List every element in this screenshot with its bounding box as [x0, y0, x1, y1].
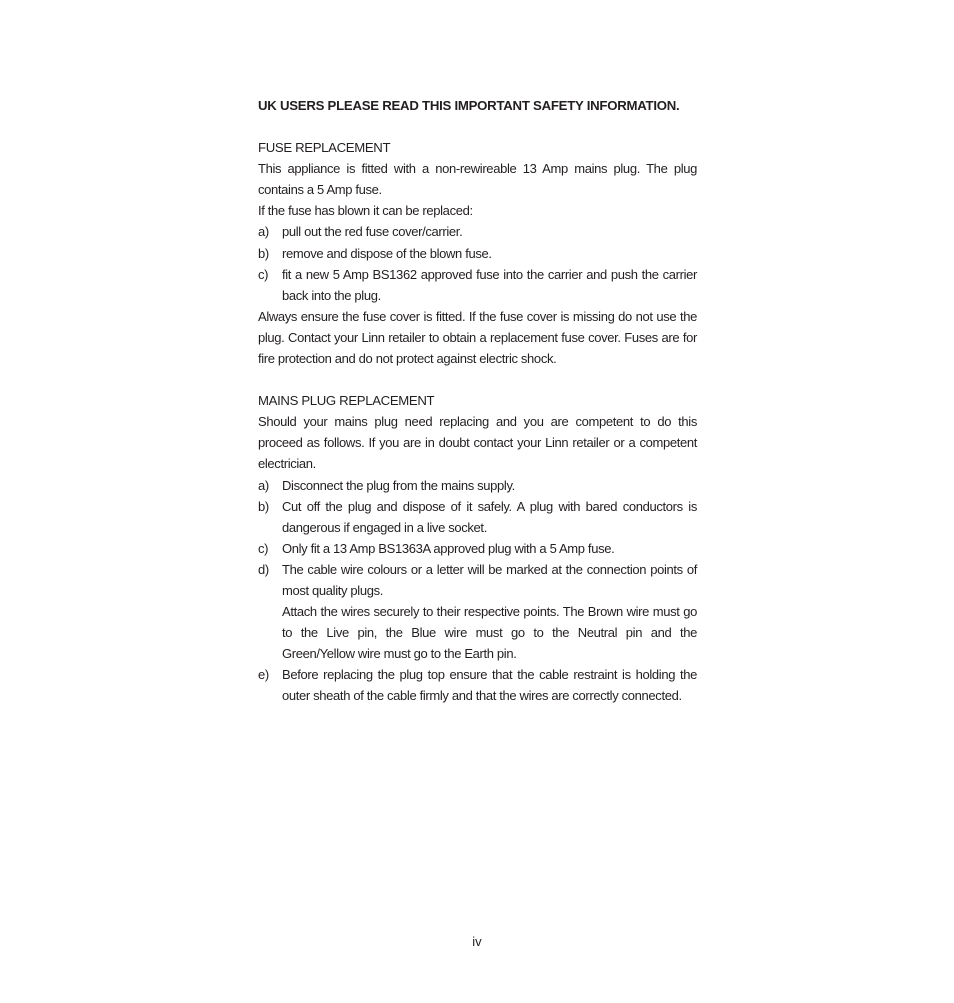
list-marker: c)	[258, 266, 269, 282]
fuse-step-a	[258, 221, 697, 242]
list-item-text: remove and dispose of the blown fuse.	[282, 245, 492, 261]
fuse-step-c	[258, 264, 697, 306]
list-item-text: The cable wire colours or a letter will be marked at the connection points of most quality plugs.	[282, 561, 697, 598]
mains-plug-replacement-heading: MAINS PLUG REPLACEMENT	[258, 393, 435, 409]
page-number: iv	[472, 934, 482, 949]
list-item-text: pull out the red fuse cover/carrier.	[282, 224, 463, 240]
list-item-text: Before replacing the plug top ensure that the cable restraint is holding the outer sheath of the cable firmly and that the wires are correctly connected.	[282, 667, 697, 704]
list-item-text: fit a new 5 Amp BS1362 approved fuse into the carrier and push the carrier back into the plug.	[282, 266, 697, 303]
mains-step-b	[258, 496, 697, 538]
list-marker: b)	[258, 498, 269, 514]
list-marker: d)	[258, 561, 269, 577]
mains-intro-paragraph: Should your mains plug need replacing and you are competent to do this proceed as follows. If you are in doubt contact your Linn retailer or a competent electrician.	[258, 414, 697, 472]
list-marker: c)	[258, 540, 269, 556]
list-item-body	[282, 559, 697, 664]
mains-step-c	[258, 538, 697, 559]
mains-step-a	[258, 475, 697, 496]
list-marker: a)	[258, 477, 269, 493]
fuse-replacement-heading: FUSE REPLACEMENT	[258, 140, 391, 156]
list-marker: e)	[258, 667, 269, 683]
list-item-text: Disconnect the plug from the mains supply.	[282, 477, 515, 493]
page-title: UK USERS PLEASE READ THIS IMPORTANT SAFETY INFORMATION.	[258, 98, 680, 113]
fuse-step-b	[258, 243, 697, 264]
document-page	[258, 95, 697, 707]
list-item-text: Only fit a 13 Amp BS1363A approved plug with a 5 Amp fuse.	[282, 540, 615, 556]
list-item-extra-text: Attach the wires securely to their respective points. The Brown wire must go to the Live pin, the Blue wire must go to the Neutral pin and the Green/Yellow wire must go to the Earth pin.	[282, 604, 697, 662]
fuse-closing-paragraph: Always ensure the fuse cover is fitted. If the fuse cover is missing do not use the plug. Contact your Linn retailer to obtain a replacement fuse cover. Fuses are for fire protection and do not protect against electric shock.	[258, 308, 697, 367]
list-marker: a)	[258, 224, 269, 240]
mains-step-e	[258, 664, 697, 706]
fuse-intro-paragraph: This appliance is fitted with a non-rewireable 13 Amp mains plug. The plug contains a 5 Amp fuse.	[258, 161, 697, 198]
mains-step-d	[258, 559, 697, 664]
fuse-lead-paragraph: If the fuse has blown it can be replaced:	[258, 203, 473, 219]
list-marker: b)	[258, 245, 269, 261]
section-spacer	[258, 369, 697, 390]
list-item-text: Cut off the plug and dispose of it safely. A plug with bared conductors is dangerous if engaged in a live socket.	[282, 498, 697, 535]
